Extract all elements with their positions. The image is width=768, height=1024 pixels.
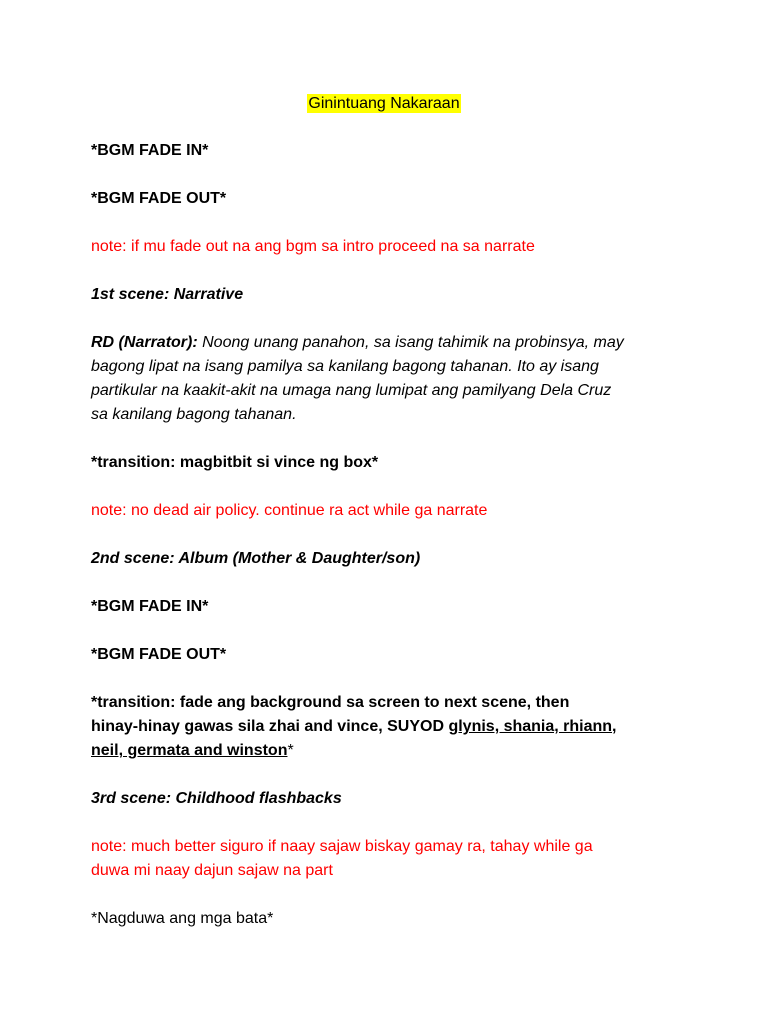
- sajaw-note-line-1: note: much better siguro if naay sajaw biskay gamay ra, tahay while ga: [91, 838, 593, 855]
- narrator-line-4: sa kanilang bagong tahanan.: [91, 406, 297, 423]
- scene-3-heading: 3rd scene: Childhood flashbacks: [91, 790, 342, 807]
- bgm-fade-in-cue: *BGM FADE IN*: [91, 142, 209, 159]
- scene-1-heading: 1st scene: Narrative: [91, 286, 244, 303]
- suyod-names-1: glynis, shania, rhiann,: [448, 718, 617, 735]
- title-row: [0, 92, 768, 116]
- sajaw-note-line-2: duwa mi naay dajun sajaw na part: [91, 862, 333, 879]
- transition-1-cue: *transition: magbitbit si vince ng box*: [91, 454, 379, 471]
- transition-2-line-1: *transition: fade ang background sa screen to next scene, then: [91, 694, 570, 711]
- narrator-line-3: partikular na kaakit-akit na umaga nang lumipat ang pamilyang Dela Cruz: [91, 382, 612, 399]
- transition-2-end: *: [287, 742, 294, 759]
- narrator-line-1: [91, 331, 624, 355]
- transition-2-line-2: [91, 715, 617, 739]
- transition-2-text: hinay-hinay gawas sila zhai and vince, SUYOD: [91, 718, 449, 735]
- narrator-label: RD (Narrator):: [91, 334, 198, 351]
- bgm-fade-out-cue-2: *BGM FADE OUT*: [91, 646, 227, 663]
- scene-2-heading: 2nd scene: Album (Mother & Daughter/son): [91, 550, 421, 567]
- transition-2-line-3: [91, 739, 294, 763]
- bgm-fade-in-cue-2: *BGM FADE IN*: [91, 598, 209, 615]
- document-title: Ginintuang Nakaraan: [308, 95, 460, 112]
- narrator-text-1: Noong unang panahon, sa isang tahimik na probinsya, may: [197, 334, 624, 351]
- action-cue: *Nagduwa ang mga bata*: [91, 910, 274, 927]
- intro-note: note: if mu fade out na ang bgm sa intro proceed na sa narrate: [91, 238, 535, 255]
- dead-air-note: note: no dead air policy. continue ra act while ga narrate: [91, 502, 488, 519]
- bgm-fade-out-cue: *BGM FADE OUT*: [91, 190, 227, 207]
- suyod-names-2: neil, germata and winston: [91, 742, 288, 759]
- narrator-line-2: bagong lipat na isang pamilya sa kanilang bagong tahanan. Ito ay isang: [91, 358, 599, 375]
